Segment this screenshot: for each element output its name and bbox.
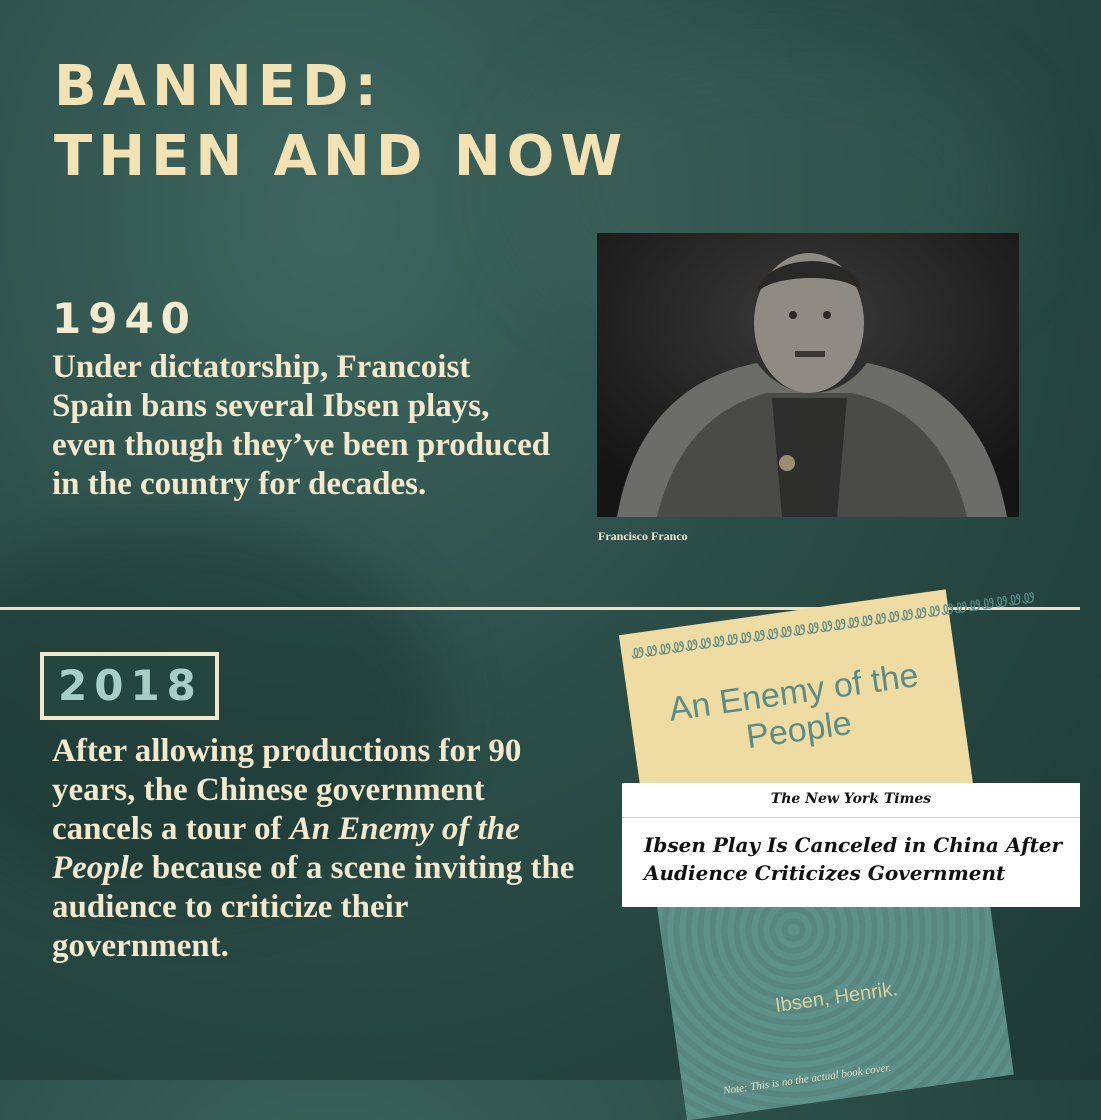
book-note: Note: This is no the actual book cover. xyxy=(722,1061,892,1098)
section2-text-after: because of a scene inviting the audience to criticize their government. xyxy=(52,850,575,964)
section2-text-before: After allowing productions for 90 years, the Chinese government cancels a tour of xyxy=(52,733,522,847)
page-title xyxy=(54,52,628,192)
ornament-border: ᏪᏪᏪᏪᏪᏪᏪᏪᏪᏪᏪᏪᏪᏪᏪᏪᏪᏪᏪᏪᏪᏪᏪᏪᏪᏪᏪᏪᏪᏪ xyxy=(630,590,1037,663)
nyt-headline: Ibsen Play Is Canceled in China After Audience Criticizes Government xyxy=(644,833,1063,885)
franco-photo xyxy=(597,233,1019,517)
section2-play-title: An Enemy of the People xyxy=(52,811,520,886)
section1-text: Under dictatorship, Francoist Spain bans several Ibsen plays, even though they’ve been produced in the country for decades. xyxy=(52,349,551,502)
photo-caption: Francisco Franco xyxy=(598,529,688,543)
portrait-image xyxy=(597,233,1019,517)
nyt-rule xyxy=(622,817,1080,818)
nyt-logo: The New York Times xyxy=(770,791,932,807)
book-title: An Enemy of the People xyxy=(666,656,921,757)
section2-text xyxy=(52,732,592,966)
year-1940: 1940 xyxy=(52,294,197,343)
nyt-clipping xyxy=(622,783,1080,907)
title-line-2: THEN AND NOW xyxy=(54,124,629,189)
title-line-1: BANNED: xyxy=(54,54,383,119)
book-author: Ibsen, Henrik. xyxy=(773,978,900,1017)
year-2018: 2018 xyxy=(40,652,219,720)
